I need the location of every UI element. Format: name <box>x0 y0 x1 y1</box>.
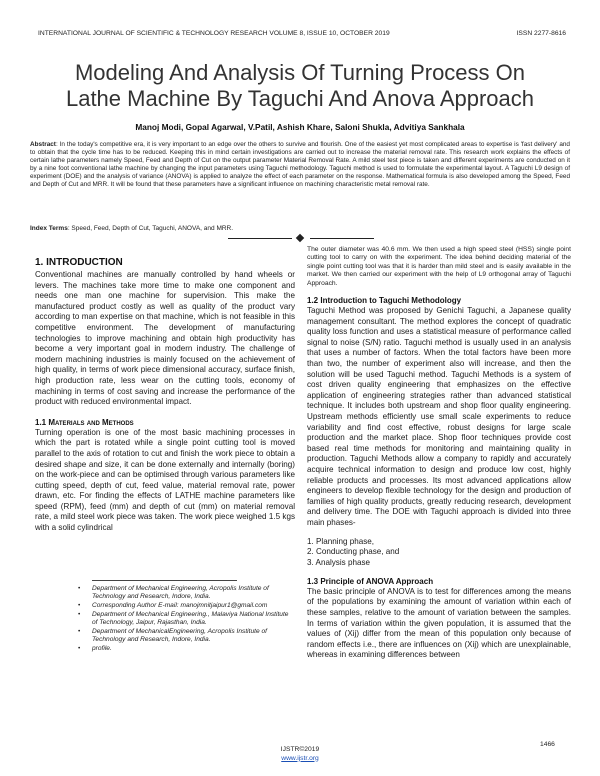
footer-url-link[interactable]: www.ijstr.org <box>281 754 319 762</box>
left-column <box>35 257 295 534</box>
section-separator <box>228 234 373 242</box>
materials-heading-number: 1.1 <box>35 417 49 427</box>
materials-text: Turning operation is one of the most basic machining processes in which the part is rotated while a single point cutting tool is moved parallel to the axis of rotation to cut and finish the work piece to obtain a desired shape and size, it can be done externally and internally (boring) on the work-piece and can be optimised through various parameters like cutting speed, depth of cut, feed value, material removal rate, power drawn, etc. For finding the effects of LATHE machine parameters like speed (RPM), feed (mm) and depth of cut (mm) on material removal rate, a mild steel work piece was taken. The work piece weighed 1.5 kgs with a solid cylindrical <box>35 427 295 533</box>
materials-continued-text: The outer diameter was 40.6 mm. We then used a high speed steel (HSS) single point cutting tool to carry on with the experiment. The idea behind deciding material of the single point cutting tool was that it is harder than mild steel and is easily available in the market. We then carried our experiment with the help of L9 orthogonal array of Taguchi Approach. <box>307 246 571 287</box>
anova-heading: 1.3 Principle of ANOVA Approach <box>307 576 434 586</box>
abstract-text: : In the today's competitive era, it is very important to an edge over the others to survive and flourish. One of the easiest yet most complicated areas to expertise is 'fast delivery' and to obtain that the cycle time has to be reduced. Keeping this in mind certain investigations are carried out to increase the material removal rate. This research work explains the effects of certain lathe parameters namely Speed, Feed and Depth of Cut on the output parameter Material Removal Rate. A mild steel test piece is taken and different experiments are conducted on it by a nine foot conventional lathe machine by changing the input parameters using Taguchi methodology. Taguchi method is used to formulate the experimental layout. A Taguchi L9 design of experiment (DOE) and the analysis of variance (ANOVA) is applied to analyze the effect of each parameter on the response. Mathematical formula is also developed among the Speed, Feed and Depth of Cut and MRR. It will be found that these parameters have a significant influence on machining characteristic metal removal rate. <box>30 141 570 189</box>
footer-copyright: IJSTR©2019 <box>280 746 320 753</box>
materials-heading <box>35 418 295 428</box>
journal-name: INTERNATIONAL JOURNAL OF SCIENTIFIC & TECHNOLOGY RESEARCH VOLUME 8, ISSUE 10, OCTOBER 2019 <box>38 30 390 37</box>
footnote-item: • Department of Mechanical Engineering, Acropolis Institute of Technology and Research, Indore, India. <box>86 585 290 602</box>
anova-text: The basic principle of ANOVA is to test for differences among the means of the populations by examining the amount of variation within each of these samples, relative to the amount of variation between the samples. In terms of variation within the given population, it is assumed that the values of (Xij) differ from the mean of this population only because of random effects i.e., there are influences on (Xij) which are unexplainable, whereas in examining differences between <box>307 586 571 660</box>
taguchi-text: Taguchi Method was proposed by Genichi Taguchi, a Japanese quality management consultant. The method explores the concept of quadratic quality loss function and uses a statistical measure of performance called signal to noise (S/N) ratio. Taguchi method is usually used in an analysis that uses a number of factors. When the total factors have been more than two, the number of experiment also will increase, and then the solution will be used Taguchi method. Taguchi Methods is a system of cost driven quality engineering that emphasizes on the effective application of engineering strategies rather than advanced statistical technique. It includes both upstream and shop floor quality engineering. Upstream methods efficiently use small scale experiments to reduce variability and find cost effective, robust designs for large scale production and the market place. Shop floor techniques provide cost based real time methods for monitoring and maintaining quality in production. Taguchi Methods allow a company to rapidly and accurately acquire technical information to design and produce low cost, highly reliable products and processes. Its most advanced applications allow engineers to develop flexible technology for the design and production of families of high quality products, greatly reducing research, development and delivery time. The DOE with Taguchi approach is divided into three main phases- <box>307 306 571 527</box>
footnotes <box>86 585 290 654</box>
separator-line-right <box>310 238 374 239</box>
index-terms-text: : Speed, Feed, Depth of Cut, Taguchi, ANOVA, and MRR. <box>67 225 234 232</box>
paper-title <box>30 60 570 112</box>
abstract <box>30 141 570 190</box>
index-terms <box>30 225 570 232</box>
introduction-text: Conventional machines are manually controlled by hand wheels or levers. The machines take more time to make one component and needs one man one machine for supervision. This make the manufactured product costly as well as quality of the product vary according to man expertise on that machine, which is not feasible in this competitive environment. The development of manufacturing technologies to improve machining and obtain high productivity has become a very important goal in modern industry. The challenge of modern machining industries is mainly focused on the achievement of high quality, in terms of work piece dimensional accuracy, surface finish, high production rate, less wear on the cutting tools, economy of machining in terms of cost saving and increase the performance of the product with reduced environmental impact. <box>35 270 295 407</box>
author-list: Manoj Modi, Gopal Agarwal, V.Patil, Ashish Khare, Saloni Shukla, Advitiya Sankhala <box>135 122 465 132</box>
materials-heading-text: Materials and Methods <box>48 417 134 427</box>
index-terms-label: Index Terms <box>30 225 68 232</box>
phase-item: 1. Planning phase, <box>307 536 375 546</box>
running-header <box>22 30 578 42</box>
separator-line-left <box>228 238 292 239</box>
issn: ISSN 2277-8616 <box>516 30 566 37</box>
footnote-rule <box>92 580 237 581</box>
footnote-item: • Department of MechanicalEngineering, Acropolis Institute of Technology and Research, Indore, India. <box>86 628 290 645</box>
phase-item: 3. Analysis phase <box>307 558 370 568</box>
title-line-2: Lathe Machine By Taguchi And Anova Approach <box>65 86 535 111</box>
taguchi-heading: 1.2 Introduction to Taguchi Methodology <box>307 296 462 306</box>
phase-item: 2. Conducting phase, and <box>307 547 400 557</box>
introduction-heading: 1. INTRODUCTION <box>35 257 123 268</box>
page-number: 1466 <box>540 741 555 748</box>
footnote-item: • profile. <box>86 645 290 653</box>
footnote-item: • Department of Mechanical Engineering., Malaviya National Institute of Technology, Jaipur, Rajasthan, India. <box>86 611 290 628</box>
phase-list <box>307 537 571 569</box>
title-line-1: Modeling And Analysis Of Turning Process On <box>74 60 525 85</box>
abstract-label: Abstract <box>30 141 56 148</box>
separator-diamond-icon <box>296 234 304 242</box>
page-footer <box>0 746 600 763</box>
footnote-item: • Corresponding Author E-mail: manojmnitjaipur1@gmail.com <box>86 602 290 610</box>
right-column <box>307 246 571 661</box>
